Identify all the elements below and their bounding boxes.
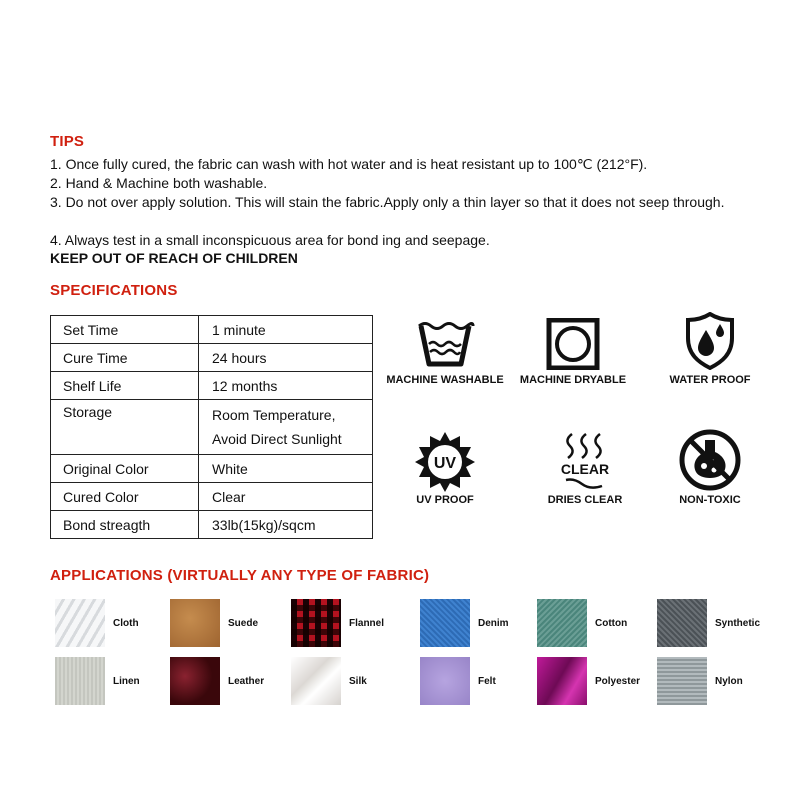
spec-value-line-2: Avoid Direct Sunlight xyxy=(212,431,342,447)
machine-washable-icon xyxy=(415,318,475,370)
spec-row xyxy=(51,511,373,539)
spec-key: Cure Time xyxy=(51,344,199,372)
feature-non-toxic xyxy=(645,428,775,506)
feature-machine-washable xyxy=(380,318,510,386)
fabric-swatch xyxy=(537,657,587,705)
fabric-item xyxy=(55,657,140,705)
fabric-label: Leather xyxy=(228,675,265,687)
spec-row xyxy=(51,344,373,372)
fabric-label: Synthetic xyxy=(715,617,761,629)
fabric-label: Polyester xyxy=(595,675,641,687)
fabric-swatch xyxy=(55,657,105,705)
feature-label: MACHINE DRYABLE xyxy=(519,374,627,386)
fabric-swatch xyxy=(55,599,105,647)
feature-label: MACHINE WASHABLE xyxy=(386,374,504,386)
non-toxic-icon xyxy=(678,428,742,492)
spec-value: White xyxy=(199,455,373,483)
fabric-item xyxy=(291,657,367,705)
spec-key: Shelf Life xyxy=(51,372,199,400)
fabric-item xyxy=(657,657,743,705)
spec-value: Clear xyxy=(199,483,373,511)
spec-row xyxy=(51,316,373,344)
machine-dryable-icon xyxy=(545,318,601,370)
fabric-label: Cotton xyxy=(595,617,628,629)
spec-key: Set Time xyxy=(51,316,199,344)
clear-icon-text: CLEAR xyxy=(560,461,610,477)
fabric-swatch xyxy=(170,657,220,705)
water-proof-icon xyxy=(682,312,738,370)
fabric-swatch xyxy=(420,599,470,647)
fabric-item xyxy=(291,599,384,647)
spec-value: 33lb(15kg)/sqcm xyxy=(199,511,373,539)
fabric-label: Suede xyxy=(228,617,259,629)
fabric-item xyxy=(170,657,264,705)
fabric-label: Linen xyxy=(113,675,140,687)
fabric-item xyxy=(537,599,627,647)
feature-label: DRIES CLEAR xyxy=(547,494,623,506)
applications-heading: APPLICATIONS (VIRTUALLY ANY TYPE OF FABRIC) xyxy=(50,567,430,584)
fabric-swatch xyxy=(537,599,587,647)
feature-label: UV PROOF xyxy=(416,494,474,506)
tip-item-2: 2. Hand & Machine both washable. xyxy=(50,175,268,191)
spec-row xyxy=(51,400,373,455)
specifications-table xyxy=(50,315,373,539)
fabric-label: Cloth xyxy=(113,617,139,629)
spec-value-line-1: Room Temperature, xyxy=(212,407,336,423)
feature-label: NON-TOXIC xyxy=(679,494,741,506)
tip-item-3: 3. Do not over apply solution. This will stain the fabric.Apply only a thin layer so that it does not seep through. xyxy=(50,194,725,210)
fabric-swatch xyxy=(657,599,707,647)
spec-value: 12 months xyxy=(199,372,373,400)
feature-label: WATER PROOF xyxy=(669,374,751,386)
fabric-label: Silk xyxy=(349,675,367,687)
child-warning: KEEP OUT OF REACH OF CHILDREN xyxy=(50,250,298,266)
spec-key: Cured Color xyxy=(51,483,199,511)
fabric-item xyxy=(420,599,509,647)
spec-key: Original Color xyxy=(51,455,199,483)
fabric-label: Flannel xyxy=(349,617,385,629)
feature-machine-dryable xyxy=(508,318,638,386)
spec-row xyxy=(51,372,373,400)
fabric-item xyxy=(537,657,640,705)
tips-heading: TIPS xyxy=(50,133,85,150)
spec-row xyxy=(51,455,373,483)
fabric-item xyxy=(657,599,760,647)
feature-uv-proof xyxy=(380,430,510,506)
uv-icon-text: UV xyxy=(433,455,457,472)
fabric-item xyxy=(170,599,258,647)
fabric-swatch xyxy=(291,657,341,705)
specifications-heading: SPECIFICATIONS xyxy=(50,282,178,299)
fabric-item xyxy=(55,599,139,647)
fabric-label: Felt xyxy=(478,675,496,687)
fabric-swatch xyxy=(657,657,707,705)
spec-value: 24 hours xyxy=(199,344,373,372)
dries-clear-icon xyxy=(550,430,620,494)
spec-value xyxy=(199,400,373,455)
feature-dries-clear xyxy=(520,430,650,506)
uv-proof-icon xyxy=(413,430,477,494)
spec-key: Storage xyxy=(51,400,199,455)
tip-item-1: 1. Once fully cured, the fabric can wash with hot water and is heat resistant up to 100℃ (212°F). xyxy=(50,156,648,172)
fabric-item xyxy=(420,657,496,705)
spec-row xyxy=(51,483,373,511)
fabric-label: Denim xyxy=(478,617,509,629)
fabric-swatch xyxy=(170,599,220,647)
fabric-swatch xyxy=(291,599,341,647)
feature-water-proof xyxy=(645,312,775,386)
fabric-swatch xyxy=(420,657,470,705)
tip-item-4: 4. Always test in a small inconspicuous area for bond ing and seepage. xyxy=(50,232,490,248)
spec-value: 1 minute xyxy=(199,316,373,344)
spec-key: Bond streagth xyxy=(51,511,199,539)
fabric-label: Nylon xyxy=(715,675,743,687)
